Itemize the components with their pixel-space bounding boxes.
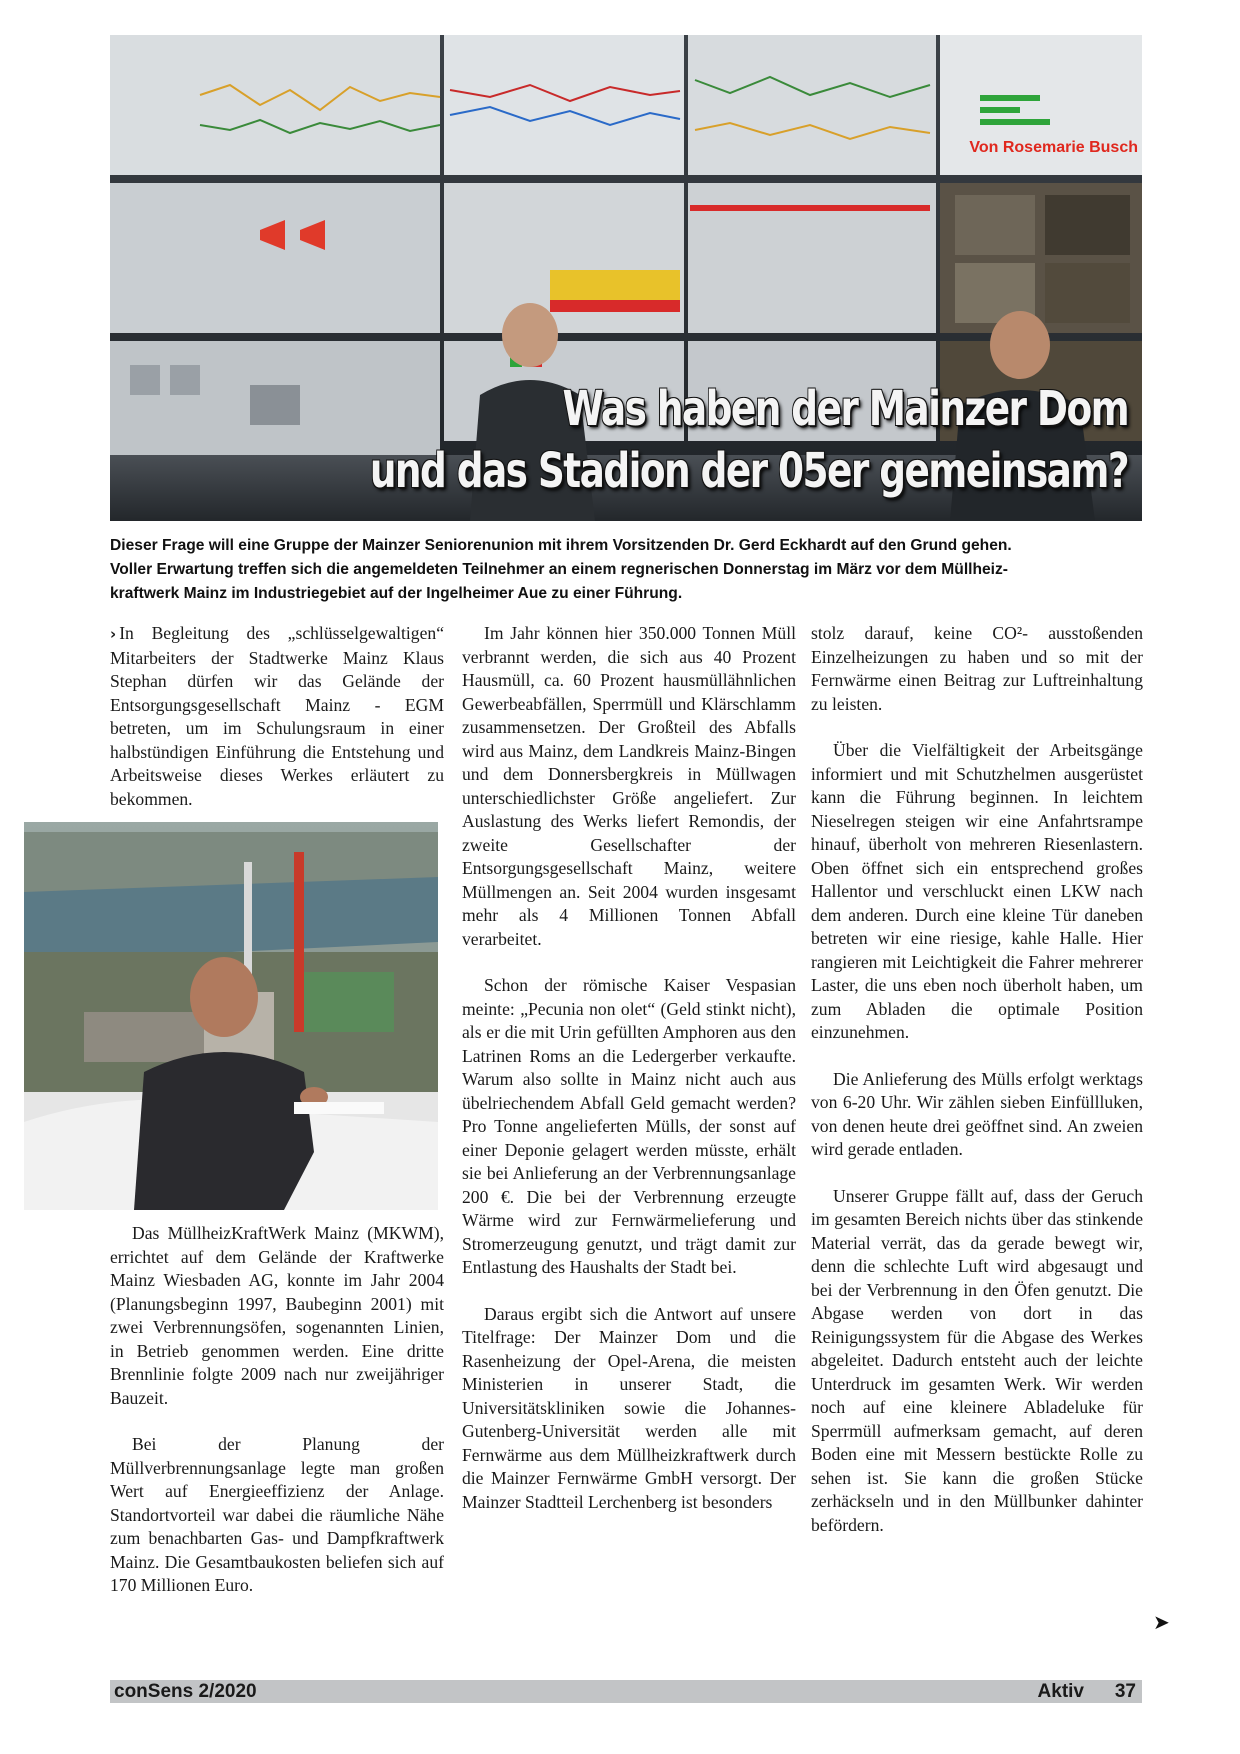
author-byline: Von Rosemarie Busch (969, 139, 1138, 156)
body-paragraph: Das MüllheizKraftWerk Mainz (MKWM), errichtet auf dem Gelände der Kraftwerke Mainz Wiesbaden AG, konnte im Jahr 2004 (Planungsbeginn 1997, Baubeginn 2001) mit zwei Verbrennungsöfen, sogenannten Linien, in Betrieb genommen werden. Eine dritte Brennlinie folgte 2009 nach nur zweijähriger Bauzeit. (110, 1223, 444, 1408)
body-text: In Begleitung des „schlüsselgewaltigen“ Mitarbeiters der Stadtwerke Mainz Klaus Stephan dürfen wir das Gelände der Entsorgungsgesellschaft Mainz - EGM betreten, um im Schulungsraum in einer halbstündigen Einführung die Entstehung und Arbeitsweise dieses Werkes erläutert zu bekommen. (110, 623, 444, 809)
man-with-aerial-poster-image (24, 822, 438, 1210)
column-1-bottom (110, 1222, 444, 1621)
body-paragraph: Die Anlieferung des Mülls erfolgt werktags von 6-20 Uhr. Wir zählen sieben Einfüllluken, von denen heute drei geöffnet sind. An zweien wird gerade entladen. (811, 1068, 1143, 1159)
body-paragraph: Unserer Gruppe fällt auf, dass der Geruch im gesamten Bereich nichts über das stinkende Material verrät, das da gerade bewegt wir, denn die schlechte Luft wird abgesaugt und bei der Verbrennung in den Öfen genutzt. Die Abgase werden von dort in das Reinigungssystem für die Abgase des Werkes abgeleitet. Dadurch entsteht auch der leichte Unterdruck im gesamten Werk. Wir werden noch auf eine kleinere Abladeluke für Sperrmüll aufmerksam gemacht, auf deren Boden eine mit Messern bestückte Rolle zu sehen ist. Sie kann die großen Stücke zerhäckseln und in den Müllbunker dahinter befördern. (811, 1185, 1143, 1535)
magazine-issue: conSens 2/2020 (114, 1681, 257, 1702)
page-footer (110, 1680, 1142, 1703)
column-1-top (110, 622, 444, 834)
body-paragraph: stolz darauf, keine CO²- ausstoßenden Einzelheizungen zu haben und so mit der Fernwärme einen Beitrag zur Luftreinhaltung zu leisten. (811, 623, 1143, 714)
page-number: 37 (1114, 1681, 1136, 1702)
body-paragraph: Im Jahr können hier 350.000 Tonnen Müll verbrannt werden, die sich aus 40 Prozent Hausmüll, ca. 60 Prozent hausmüllähnlichen Gewerbeabfällen, Sperrmüll und Klärschlamm zusammensetzen. Der Großteil des Abfalls wird aus Mainz, dem Landkreis Mainz-Bingen und dem Donnersbergkreis in Müllwagen unterschiedlichster Größe angeliefert. Zur Auslastung des Werks liefert Remondis, der zweite Gesellschafter der Entsorgungsgesellschaft Mainz, weitere Müllmengen an. Seit 2004 wurden insgesamt mehr als 4 Millionen Tonnen Abfall verarbeitet. (462, 623, 796, 949)
plant-photo (24, 822, 438, 1210)
body-paragraph: Über die Vielfältigkeit der Arbeitsgänge informiert und mit Schutzhelmen ausgerüstet kann die Führung beginnen. In leichtem Nieselregen steigen wir eine Anfahrtsrampe hinauf, überholt von mehreren Riesenlastern. Oben öffnet sich ein entsprechend großes Hallentor und verschluckt einen LKW nach dem anderen. Durch eine kleine Tür daneben betreten wir eine riesige, kahle Halle. Hier rangieren mit Leichtigkeit die Fahrer mehrerer Laster, die uns eben noch überholt haben, um zum Abladen die optimale Position einzunehmen. (811, 740, 1143, 1042)
lead-paragraph (110, 534, 1142, 606)
body-paragraph: Bei der Planung der Müllverbrennungsanlage legte man großen Wert auf Energieeffizienz der Anlage. Standortvorteil war dabei die räumliche Nähe zum benachbarten Gas- und Dampfkraftwerk Mainz. Die Gesamtbaukosten beliefen sich auf 170 Millionen Euro. (110, 1434, 444, 1595)
lead-line: kraftwerk Mainz im Industriegebiet auf der Ingelheimer Aue zu einer Führung. (110, 585, 683, 602)
hero-photo (110, 35, 1142, 521)
headline-line-2: und das Stadion der 05er gemeinsam? (369, 443, 1128, 499)
body-paragraph: Schon der römische Kaiser Vespasian meinte: „Pecunia non olet“ (Geld stinkt nicht), als er die mit Urin gefüllten Amphoren aus den Latrinen Roms an die Ledergerber verkaufte. Warum also sollte in Mainz nicht auch aus übelriechendem Abfall Geld gemacht werden? Pro Tonne angelieferten Mülls, der sonst auf einer Deponie gelagert werden müsste, erhält sie bei Anlieferung an der Verbrennungsanlage 200 €. Die bei der Verbrennung erzeugte Wärme wird zur Fernwärmelieferung und Stromerzeugung genutzt, und trägt damit zur Entlastung des Haushalts der Stadt bei. (462, 975, 796, 1277)
paragraph-arrow-icon: › (110, 625, 117, 643)
monitor-row-middle (110, 183, 1142, 333)
body-paragraph: Daraus ergibt sich die Antwort auf unsere Titelfrage: Der Mainzer Dom und die Rasenheizung der Opel-Arena, die meisten Ministerien in unserer Stadt, die Universitätskliniken sowie die Johannes-Gutenberg-Universität werden alle mit Fernwärme aus dem Müllheizkraftwerk durch die Mainzer Fernwärme GmbH versorgt. Der Mainzer Stadtteil Lerchenberg ist besonders (462, 1303, 796, 1512)
continue-arrow-icon: ➤ (1153, 1610, 1170, 1634)
section-name: Aktiv (1037, 1681, 1084, 1702)
headline-line-1: Was haben der Mainzer Dom (562, 381, 1128, 437)
column-2 (462, 622, 796, 1537)
lead-line: Voller Erwartung treffen sich die angemeldeten Teilnehmer an einem regnerischen Donnerstag im März vor dem Müllheiz- (110, 561, 1009, 578)
column-3 (811, 622, 1143, 1560)
lead-line: Dieser Frage will eine Gruppe der Mainzer Seniorenunion mit ihrem Vorsitzenden Dr. Gerd Eckhardt auf den Grund gehen. (110, 537, 1012, 554)
body-paragraph (110, 622, 444, 811)
